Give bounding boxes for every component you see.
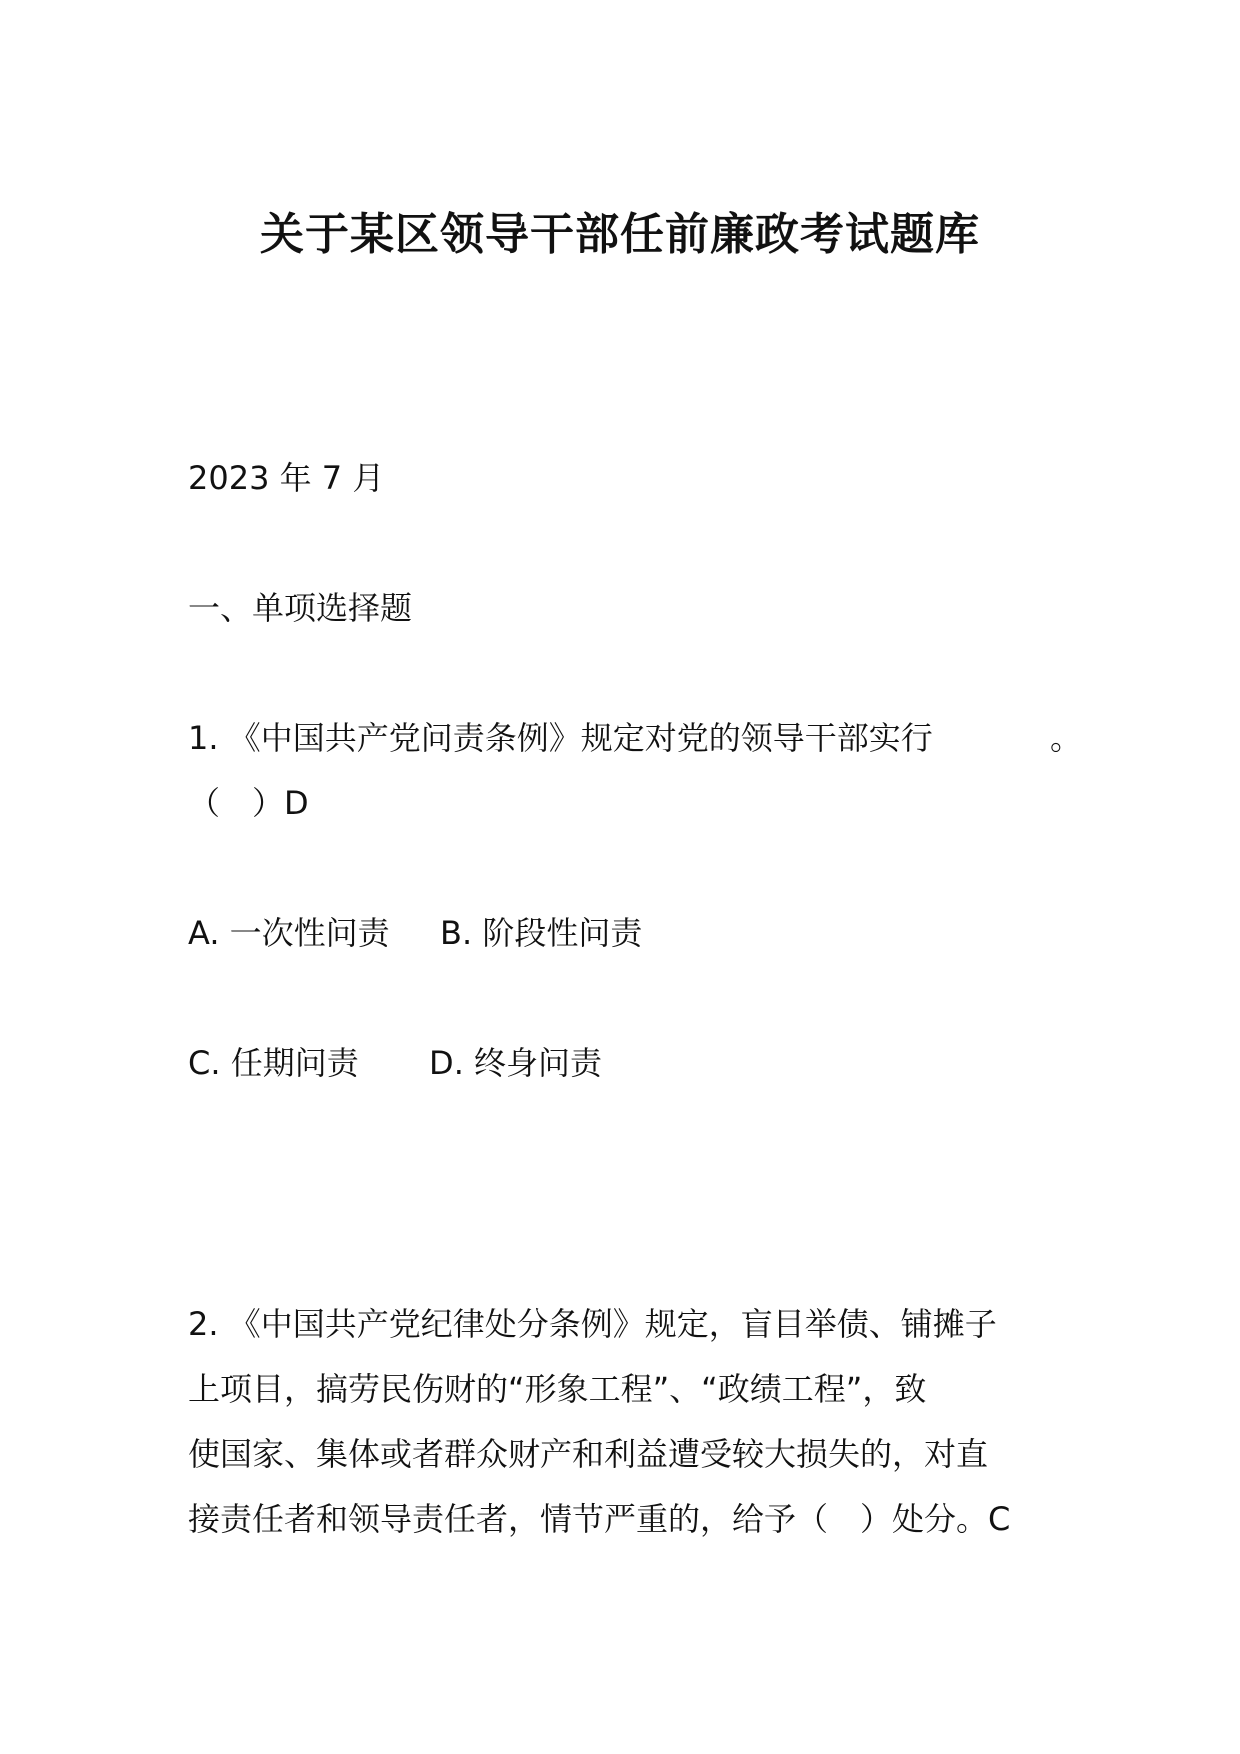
question-2-number: 2. <box>188 1305 219 1343</box>
question-1-stem-end: 。 <box>1050 719 1083 757</box>
option-d-text: 终身问责 <box>474 1044 603 1082</box>
option-b-label: B. <box>440 914 473 952</box>
option-d-label: D. <box>429 1044 464 1082</box>
document-title: 关于某区领导干部任前廉政考试题库 <box>260 209 980 260</box>
question-1-number: 1. <box>188 719 219 757</box>
option-a-text: 一次性问责 <box>229 914 390 952</box>
question-1-answer-bracket: （ ）D <box>188 784 309 822</box>
question-2-line-3: 使国家、集体或者群众财产和利益遭受较大损失的，对直 <box>188 1435 989 1473</box>
question-2-line-1 <box>188 1302 997 1346</box>
question-1-options-row-2 <box>188 1041 602 1085</box>
question-1-stem-line <box>188 716 933 760</box>
question-1-stem: 《中国共产党问责条例》规定对党的领导干部实行 <box>228 719 933 757</box>
question-1-options-row-1 <box>188 911 642 955</box>
question-2-text-1: 《中国共产党纪律处分条例》规定，盲目举债、铺摊子 <box>228 1305 997 1343</box>
document-date: 2023 年 7 月 <box>188 459 385 497</box>
section-heading: 一、单项选择题 <box>188 589 413 627</box>
option-b-text: 阶段性问责 <box>482 914 643 952</box>
question-2-line-4: 接责任者和领导责任者，情节严重的，给予（ ）处分。C <box>188 1500 1011 1538</box>
option-c-label: C. <box>188 1044 221 1082</box>
question-2-line-2: 上项目，搞劳民伤财的“形象工程”、“政绩工程”，致 <box>188 1370 927 1408</box>
option-a-label: A. <box>188 914 220 952</box>
option-c-text: 任期问责 <box>230 1044 359 1082</box>
